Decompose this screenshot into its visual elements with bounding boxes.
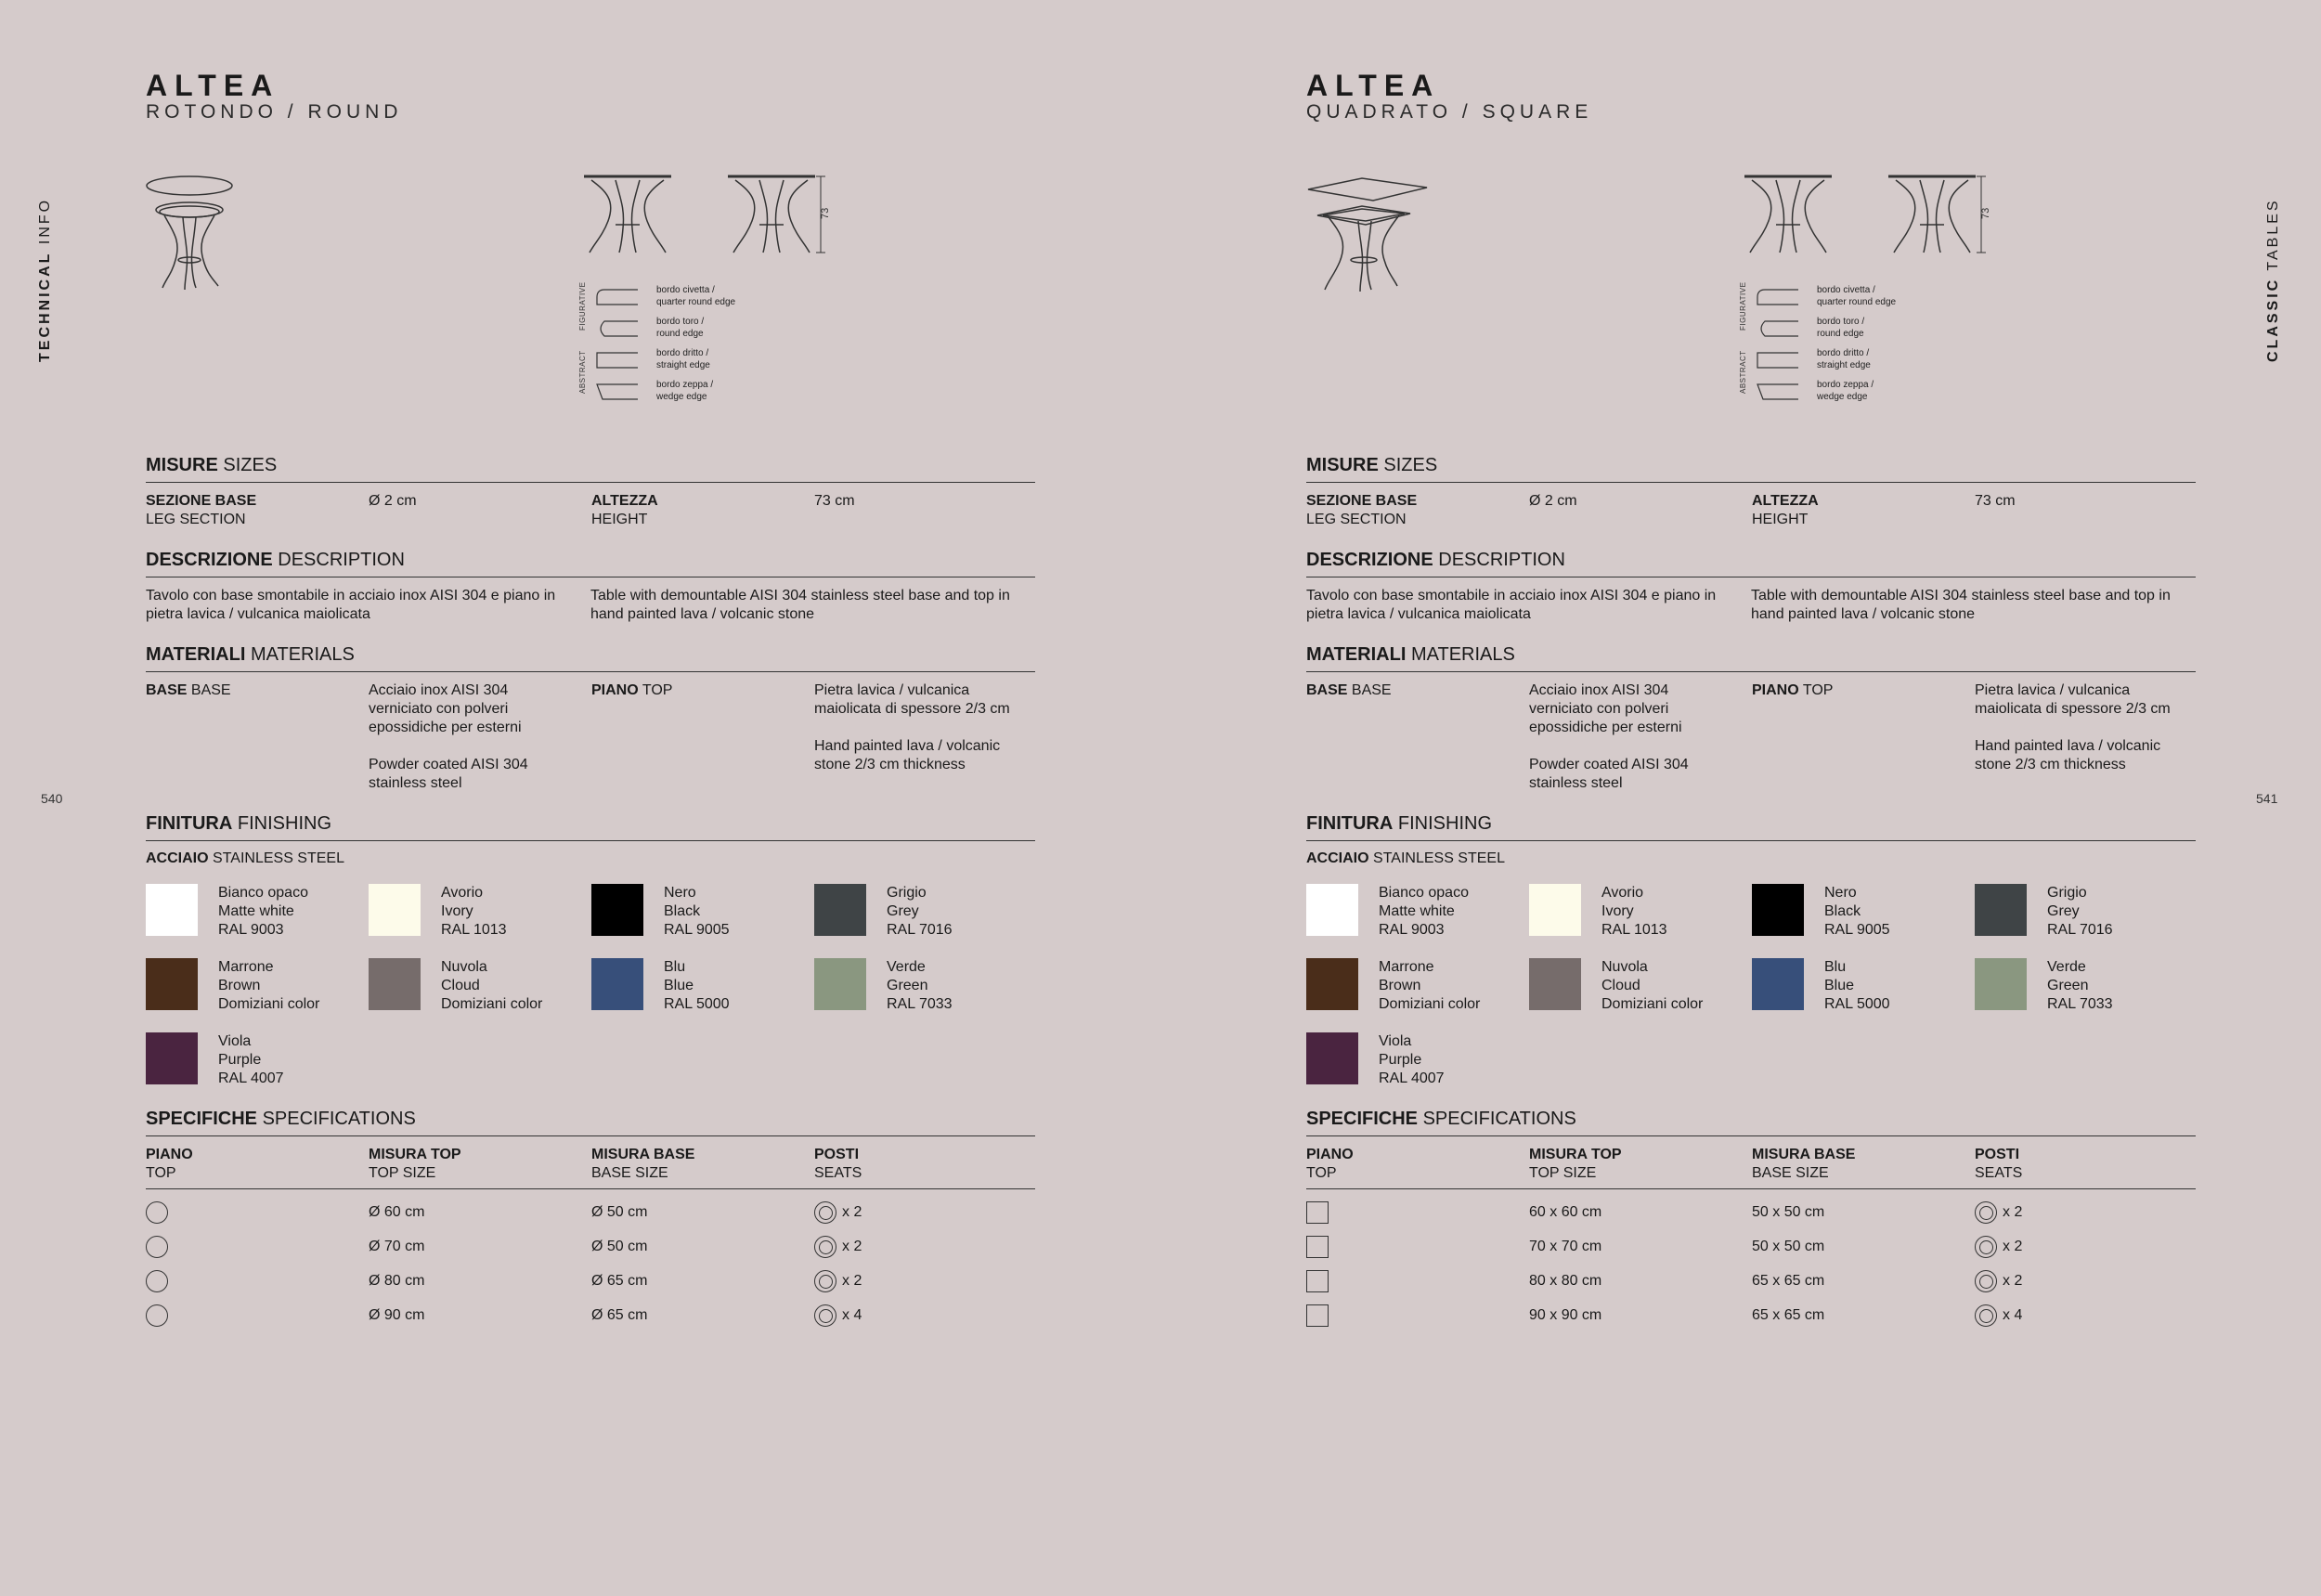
square-table-front-view xyxy=(1743,173,1835,266)
side-label xyxy=(37,198,54,362)
col-top-size-label: MISURA TOP xyxy=(369,1147,461,1162)
seat-icon xyxy=(1975,1304,1997,1327)
base-size: Ø 65 cm xyxy=(591,1306,648,1323)
product-drawings xyxy=(146,167,1037,409)
heading-light: SIZES xyxy=(223,455,278,475)
swatch-name-it: Nuvola xyxy=(441,959,487,975)
swatch-code: RAL 1013 xyxy=(1601,922,1667,938)
leg-section-value: Ø 2 cm xyxy=(1529,493,1577,509)
wedge-edge-icon xyxy=(595,383,642,401)
color-swatch xyxy=(1975,958,2196,1014)
table-row xyxy=(1306,1229,2196,1264)
table-row xyxy=(146,1195,1035,1229)
color-swatch xyxy=(1975,884,2196,940)
round-top-icon xyxy=(146,1201,168,1224)
swatch-color-box xyxy=(146,884,198,936)
top-material-it: Pietra lavica / vulcanica maiolicata di spessore 2/3 cm xyxy=(814,682,1010,717)
swatch-name-it: Bianco opaco xyxy=(1379,885,1469,901)
description-en: Table with demountable AISI 304 stainless steel base and top in hand painted lava / volcanic stone xyxy=(590,588,1010,622)
edge-label: bordo zeppa / xyxy=(656,380,714,390)
swatch-code: RAL 5000 xyxy=(1824,996,1890,1012)
heading-light: FINISHING xyxy=(237,813,332,834)
heading-bold: MISURE xyxy=(1306,455,1379,475)
seats-count: x 2 xyxy=(842,1203,862,1220)
swatch-name-en: Cloud xyxy=(441,978,480,993)
side-label-bold: CLASSIC xyxy=(2265,277,2281,362)
color-swatches xyxy=(1306,884,2196,1088)
base-label-en: BASE xyxy=(1351,682,1392,698)
swatch-code: RAL 9005 xyxy=(664,922,730,938)
side-label-light: TABLES xyxy=(2265,198,2281,278)
base-label-en: BASE xyxy=(190,682,231,698)
swatch-code: RAL 7033 xyxy=(2047,996,2113,1012)
swatch-color-box xyxy=(1752,884,1804,936)
swatch-name-it: Nero xyxy=(1824,885,1857,901)
color-swatch xyxy=(146,884,369,940)
abstract-label: ABSTRACT xyxy=(578,350,587,394)
page-subtitle: QUADRATO / SQUARE xyxy=(1306,101,1593,123)
top-label-en: TOP xyxy=(642,682,673,698)
top-size: 60 x 60 cm xyxy=(1529,1203,1602,1220)
specs-heading xyxy=(146,1109,1035,1136)
seats-count: x 4 xyxy=(842,1306,862,1323)
swatch-name-it: Avorio xyxy=(441,885,484,901)
swatch-color-box xyxy=(1529,884,1581,936)
materials-table xyxy=(146,681,1035,793)
seat-icon xyxy=(1975,1236,1997,1258)
quarter-round-edge-icon xyxy=(1756,288,1802,306)
col-seats-label-en: SEATS xyxy=(1975,1165,2023,1181)
seat-icon xyxy=(814,1304,836,1327)
swatch-color-box xyxy=(1306,1032,1358,1084)
height-dimension-label: 73 xyxy=(820,207,831,219)
height-dimension-label: 73 xyxy=(1980,207,1991,219)
swatch-name-it: Verde xyxy=(2047,959,2086,975)
edge-label: bordo dritto / xyxy=(1817,348,1870,358)
square-top-icon xyxy=(1306,1270,1329,1292)
color-swatch xyxy=(591,958,814,1014)
materials-table xyxy=(1306,681,2196,793)
seats-count: x 2 xyxy=(2003,1203,2023,1220)
color-swatch xyxy=(369,884,591,940)
base-size: 65 x 65 cm xyxy=(1752,1272,1825,1289)
abstract-label: ABSTRACT xyxy=(1739,350,1747,394)
edge-label: bordo toro / xyxy=(1817,317,1865,327)
finishing-sub-bold: ACCIAIO xyxy=(146,850,209,866)
square-table-side-view xyxy=(1887,173,1998,266)
swatch-name-en: Matte white xyxy=(1379,903,1455,919)
table-row xyxy=(1306,1195,2196,1229)
height-label-en: HEIGHT xyxy=(591,512,648,527)
description-text xyxy=(146,587,1035,624)
color-swatch xyxy=(1529,884,1752,940)
swatch-name-it: Blu xyxy=(664,959,686,975)
page-number: 541 xyxy=(2256,791,2278,806)
col-top-label-en: TOP xyxy=(1306,1165,1337,1181)
leg-section-label-en: LEG SECTION xyxy=(1306,512,1407,527)
seat-icon xyxy=(814,1201,836,1224)
heading-light: DESCRIPTION xyxy=(278,550,405,570)
edge-label-en: straight edge xyxy=(656,360,710,370)
swatch-name-en: Cloud xyxy=(1601,978,1640,993)
swatch-name-en: Ivory xyxy=(441,903,473,919)
swatch-name-en: Grey xyxy=(2047,903,2080,919)
side-label-bold: TECHNICAL xyxy=(37,251,53,362)
round-table-side-view xyxy=(726,173,837,266)
heading-light: SIZES xyxy=(1383,455,1438,475)
swatch-color-box xyxy=(369,884,421,936)
edge-item xyxy=(582,347,786,379)
color-swatch xyxy=(814,958,1035,1014)
heading-bold: MATERIALI xyxy=(146,644,246,665)
swatch-name-en: Brown xyxy=(218,978,261,993)
swatch-code: RAL 7016 xyxy=(887,922,953,938)
seats-count: x 2 xyxy=(2003,1238,2023,1254)
finishing-sub-light: STAINLESS STEEL xyxy=(1373,850,1505,866)
heading-bold: DESCRIZIONE xyxy=(146,550,273,570)
description-heading xyxy=(146,550,1035,577)
square-top-icon xyxy=(1306,1201,1329,1224)
col-top-label: PIANO xyxy=(1306,1147,1354,1162)
heading-light: SPECIFICATIONS xyxy=(262,1109,416,1129)
col-seats-label-en: SEATS xyxy=(814,1165,862,1181)
heading-bold: SPECIFICHE xyxy=(146,1109,258,1129)
swatch-code: RAL 4007 xyxy=(1379,1070,1445,1086)
top-size: 90 x 90 cm xyxy=(1529,1306,1602,1323)
edge-item xyxy=(1743,347,1947,379)
sizes-heading xyxy=(1306,455,2196,483)
edge-label-en: quarter round edge xyxy=(656,297,736,307)
seat-icon xyxy=(1975,1270,1997,1292)
finishing-subheading xyxy=(146,850,1035,867)
description-en: Table with demountable AISI 304 stainless steel base and top in hand painted lava / volcanic stone xyxy=(1751,588,2171,622)
edge-label: bordo civetta / xyxy=(656,285,715,295)
swatch-name-it: Avorio xyxy=(1601,885,1644,901)
edge-label: bordo dritto / xyxy=(656,348,709,358)
swatch-color-box xyxy=(1975,958,2027,1010)
materials-heading xyxy=(146,644,1035,672)
figurative-label: FIGURATIVE xyxy=(1739,281,1747,331)
col-base-size-label: MISURA BASE xyxy=(591,1147,695,1162)
col-base-size-label-en: BASE SIZE xyxy=(591,1165,668,1181)
edge-label: bordo zeppa / xyxy=(1817,380,1874,390)
heading-light: MATERIALS xyxy=(250,644,355,665)
swatch-code: RAL 7033 xyxy=(887,996,953,1012)
col-base-size-label: MISURA BASE xyxy=(1752,1147,1856,1162)
round-top-icon xyxy=(146,1304,168,1327)
color-swatch xyxy=(1529,958,1752,1014)
finishing-subheading xyxy=(1306,850,2196,867)
edge-label-en: wedge edge xyxy=(656,392,707,402)
swatch-color-box xyxy=(146,958,198,1010)
swatch-name-it: Marrone xyxy=(218,959,274,975)
swatch-name-en: Matte white xyxy=(218,903,294,919)
specs-table-header xyxy=(1306,1146,2196,1189)
swatch-code: RAL 7016 xyxy=(2047,922,2113,938)
color-swatch xyxy=(1752,884,1975,940)
base-material-it: Acciaio inox AISI 304 verniciato con polveri epossidiche per esterni xyxy=(1529,682,1682,735)
round-edge-icon xyxy=(1756,319,1802,338)
sizes-table xyxy=(1306,492,2196,529)
swatch-code: RAL 9003 xyxy=(218,922,284,938)
swatch-color-box xyxy=(814,884,866,936)
tech-content xyxy=(1306,455,2196,1332)
base-material-en: Powder coated AISI 304 stainless steel xyxy=(369,757,528,791)
round-table-front-view xyxy=(582,173,675,266)
swatch-color-box xyxy=(814,958,866,1010)
edge-item xyxy=(1743,379,1947,410)
swatch-name-en: Blue xyxy=(664,978,694,993)
description-text xyxy=(1306,587,2196,624)
col-top-size-label: MISURA TOP xyxy=(1529,1147,1622,1162)
col-top-size-label-en: TOP SIZE xyxy=(369,1165,436,1181)
leg-section-label-en: LEG SECTION xyxy=(146,512,246,527)
materials-heading xyxy=(1306,644,2196,672)
page-number: 540 xyxy=(41,791,63,806)
quarter-round-edge-icon xyxy=(595,288,642,306)
swatch-name-it: Viola xyxy=(218,1033,252,1049)
col-seats-label: POSTI xyxy=(814,1147,860,1162)
base-size: Ø 50 cm xyxy=(591,1203,648,1220)
specs-heading xyxy=(1306,1109,2196,1136)
heading-light: MATERIALS xyxy=(1410,644,1515,665)
base-size: Ø 65 cm xyxy=(591,1272,648,1289)
top-label: PIANO xyxy=(591,682,639,698)
base-material-en: Powder coated AISI 304 stainless steel xyxy=(1529,757,1689,791)
swatch-name-it: Viola xyxy=(1379,1033,1412,1049)
heading-bold: FINITURA xyxy=(146,813,233,834)
color-swatch xyxy=(146,958,369,1014)
swatch-name-it: Blu xyxy=(1824,959,1847,975)
col-top-label: PIANO xyxy=(146,1147,193,1162)
edge-item xyxy=(582,379,786,410)
side-label-light: INFO xyxy=(37,197,53,252)
col-top-size-label-en: TOP SIZE xyxy=(1529,1165,1597,1181)
top-size: Ø 80 cm xyxy=(369,1272,425,1289)
description-it: Tavolo con base smontabile in acciaio inox AISI 304 e piano in pietra lavica / vulcanica maiolicata xyxy=(146,588,556,622)
finishing-sub-light: STAINLESS STEEL xyxy=(213,850,344,866)
edge-label: bordo civetta / xyxy=(1817,285,1875,295)
base-label: BASE xyxy=(146,682,188,698)
swatch-code: RAL 9005 xyxy=(1824,922,1890,938)
finishing-sub-bold: ACCIAIO xyxy=(1306,850,1369,866)
swatch-code: RAL 5000 xyxy=(664,996,730,1012)
base-material-it: Acciaio inox AISI 304 verniciato con polveri epossidiche per esterni xyxy=(369,682,522,735)
heading-bold: FINITURA xyxy=(1306,813,1394,834)
top-material-en: Hand painted lava / volcanic stone 2/3 cm thickness xyxy=(1975,738,2161,772)
finishing-heading xyxy=(1306,813,2196,841)
edge-label-en: straight edge xyxy=(1817,360,1871,370)
description-it: Tavolo con base smontabile in acciaio inox AISI 304 e piano in pietra lavica / vulcanica maiolicata xyxy=(1306,588,1717,622)
right-page xyxy=(1160,0,2321,1596)
side-label xyxy=(2265,198,2282,362)
swatch-color-box xyxy=(1306,884,1358,936)
swatch-name-it: Nuvola xyxy=(1601,959,1648,975)
seats-count: x 2 xyxy=(842,1272,862,1289)
straight-edge-icon xyxy=(595,351,642,370)
height-label: ALTEZZA xyxy=(591,493,658,509)
table-row xyxy=(146,1298,1035,1332)
heading-bold: MATERIALI xyxy=(1306,644,1407,665)
swatch-color-box xyxy=(591,958,643,1010)
page-subtitle: ROTONDO / ROUND xyxy=(146,101,403,123)
swatch-name-en: Blue xyxy=(1824,978,1855,993)
col-base-size-label-en: BASE SIZE xyxy=(1752,1165,1829,1181)
col-top-label-en: TOP xyxy=(146,1165,176,1181)
seats-count: x 4 xyxy=(2003,1306,2023,1323)
swatch-code: RAL 9003 xyxy=(1379,922,1445,938)
edge-item xyxy=(1743,316,1947,347)
color-swatch xyxy=(1306,884,1529,940)
swatch-name-it: Grigio xyxy=(887,885,927,901)
page-title: ALTEA xyxy=(146,69,280,102)
edge-item xyxy=(582,316,786,347)
left-page xyxy=(0,0,1160,1596)
swatch-name-it: Grigio xyxy=(2047,885,2087,901)
square-top-icon xyxy=(1306,1304,1329,1327)
square-top-icon xyxy=(1306,1236,1329,1258)
color-swatch xyxy=(369,958,591,1014)
top-material-it: Pietra lavica / vulcanica maiolicata di spessore 2/3 cm xyxy=(1975,682,2171,717)
height-label: ALTEZZA xyxy=(1752,493,1819,509)
sizes-heading xyxy=(146,455,1035,483)
top-size: 70 x 70 cm xyxy=(1529,1238,1602,1254)
swatch-name-it: Nero xyxy=(664,885,696,901)
col-seats-label: POSTI xyxy=(1975,1147,2020,1162)
edge-label-en: quarter round edge xyxy=(1817,297,1897,307)
round-top-icon xyxy=(146,1236,168,1258)
product-drawings xyxy=(1306,167,2198,409)
color-swatch xyxy=(146,1032,369,1088)
seat-icon xyxy=(814,1236,836,1258)
color-swatch xyxy=(1306,958,1529,1014)
color-swatch xyxy=(591,884,814,940)
edge-label-en: round edge xyxy=(656,329,704,339)
edge-label-en: wedge edge xyxy=(1817,392,1868,402)
swatch-name-en: Green xyxy=(887,978,928,993)
edge-label-en: round edge xyxy=(1817,329,1864,339)
top-size: Ø 70 cm xyxy=(369,1238,425,1254)
top-label: PIANO xyxy=(1752,682,1799,698)
color-swatches xyxy=(146,884,1035,1088)
color-swatch xyxy=(814,884,1035,940)
swatch-name-en: Black xyxy=(664,903,701,919)
heading-bold: SPECIFICHE xyxy=(1306,1109,1419,1129)
table-row xyxy=(1306,1264,2196,1298)
heading-light: SPECIFICATIONS xyxy=(1422,1109,1576,1129)
swatch-name-en: Black xyxy=(1824,903,1861,919)
top-size: Ø 60 cm xyxy=(369,1203,425,1220)
edge-profiles xyxy=(1739,281,1947,410)
swatch-color-box xyxy=(1975,884,2027,936)
swatch-name-en: Ivory xyxy=(1601,903,1634,919)
base-size: Ø 50 cm xyxy=(591,1238,648,1254)
finishing-heading xyxy=(146,813,1035,841)
swatch-code: RAL 4007 xyxy=(218,1070,284,1086)
color-swatch xyxy=(1752,958,1975,1014)
description-heading xyxy=(1306,550,2196,577)
swatch-color-box xyxy=(369,958,421,1010)
seats-count: x 2 xyxy=(2003,1272,2023,1289)
figurative-label: FIGURATIVE xyxy=(578,281,587,331)
top-material-en: Hand painted lava / volcanic stone 2/3 cm thickness xyxy=(814,738,1001,772)
base-size: 50 x 50 cm xyxy=(1752,1238,1825,1254)
sizes-table xyxy=(146,492,1035,529)
swatch-name-en: Grey xyxy=(887,903,919,919)
swatch-code: Domiziani color xyxy=(218,996,320,1012)
base-size: 50 x 50 cm xyxy=(1752,1203,1825,1220)
base-size: 65 x 65 cm xyxy=(1752,1306,1825,1323)
swatch-name-en: Purple xyxy=(1379,1052,1422,1068)
swatch-color-box xyxy=(1529,958,1581,1010)
top-label-en: TOP xyxy=(1802,682,1834,698)
swatch-name-en: Purple xyxy=(218,1052,262,1068)
round-top-icon xyxy=(146,1270,168,1292)
heading-bold: DESCRIZIONE xyxy=(1306,550,1433,570)
swatch-color-box xyxy=(1306,958,1358,1010)
swatch-name-it: Bianco opaco xyxy=(218,885,308,901)
height-value: 73 cm xyxy=(1975,493,2016,509)
base-label: BASE xyxy=(1306,682,1348,698)
edge-profiles xyxy=(578,281,786,410)
tech-content xyxy=(146,455,1035,1332)
round-edge-icon xyxy=(595,319,642,338)
top-size: Ø 90 cm xyxy=(369,1306,425,1323)
color-swatch xyxy=(1306,1032,1529,1088)
swatch-code: Domiziani color xyxy=(1601,996,1704,1012)
table-row xyxy=(146,1229,1035,1264)
specs-table-header xyxy=(146,1146,1035,1189)
swatch-color-box xyxy=(591,884,643,936)
wedge-edge-icon xyxy=(1756,383,1802,401)
edge-item xyxy=(582,284,786,316)
table-row xyxy=(1306,1298,2196,1332)
edge-item xyxy=(1743,284,1947,316)
swatch-name-it: Marrone xyxy=(1379,959,1434,975)
leg-section-label: SEZIONE BASE xyxy=(146,493,257,509)
height-value: 73 cm xyxy=(814,493,855,509)
page-title: ALTEA xyxy=(1306,69,1441,102)
swatch-name-en: Brown xyxy=(1379,978,1421,993)
straight-edge-icon xyxy=(1756,351,1802,370)
leg-section-label: SEZIONE BASE xyxy=(1306,493,1418,509)
edge-label: bordo toro / xyxy=(656,317,705,327)
swatch-code: RAL 1013 xyxy=(441,922,507,938)
height-label-en: HEIGHT xyxy=(1752,512,1809,527)
heading-light: FINISHING xyxy=(1397,813,1493,834)
round-table-perspective xyxy=(146,167,248,297)
seat-icon xyxy=(1975,1201,1997,1224)
leg-section-value: Ø 2 cm xyxy=(369,493,417,509)
heading-light: DESCRIPTION xyxy=(1438,550,1565,570)
heading-bold: MISURE xyxy=(146,455,218,475)
top-size: 80 x 80 cm xyxy=(1529,1272,1602,1289)
swatch-name-en: Green xyxy=(2047,978,2089,993)
square-table-perspective xyxy=(1306,167,1436,297)
swatch-name-it: Verde xyxy=(887,959,926,975)
swatch-color-box xyxy=(1752,958,1804,1010)
swatch-color-box xyxy=(146,1032,198,1084)
swatch-code: Domiziani color xyxy=(441,996,543,1012)
seat-icon xyxy=(814,1270,836,1292)
table-row xyxy=(146,1264,1035,1298)
swatch-code: Domiziani color xyxy=(1379,996,1481,1012)
seats-count: x 2 xyxy=(842,1238,862,1254)
